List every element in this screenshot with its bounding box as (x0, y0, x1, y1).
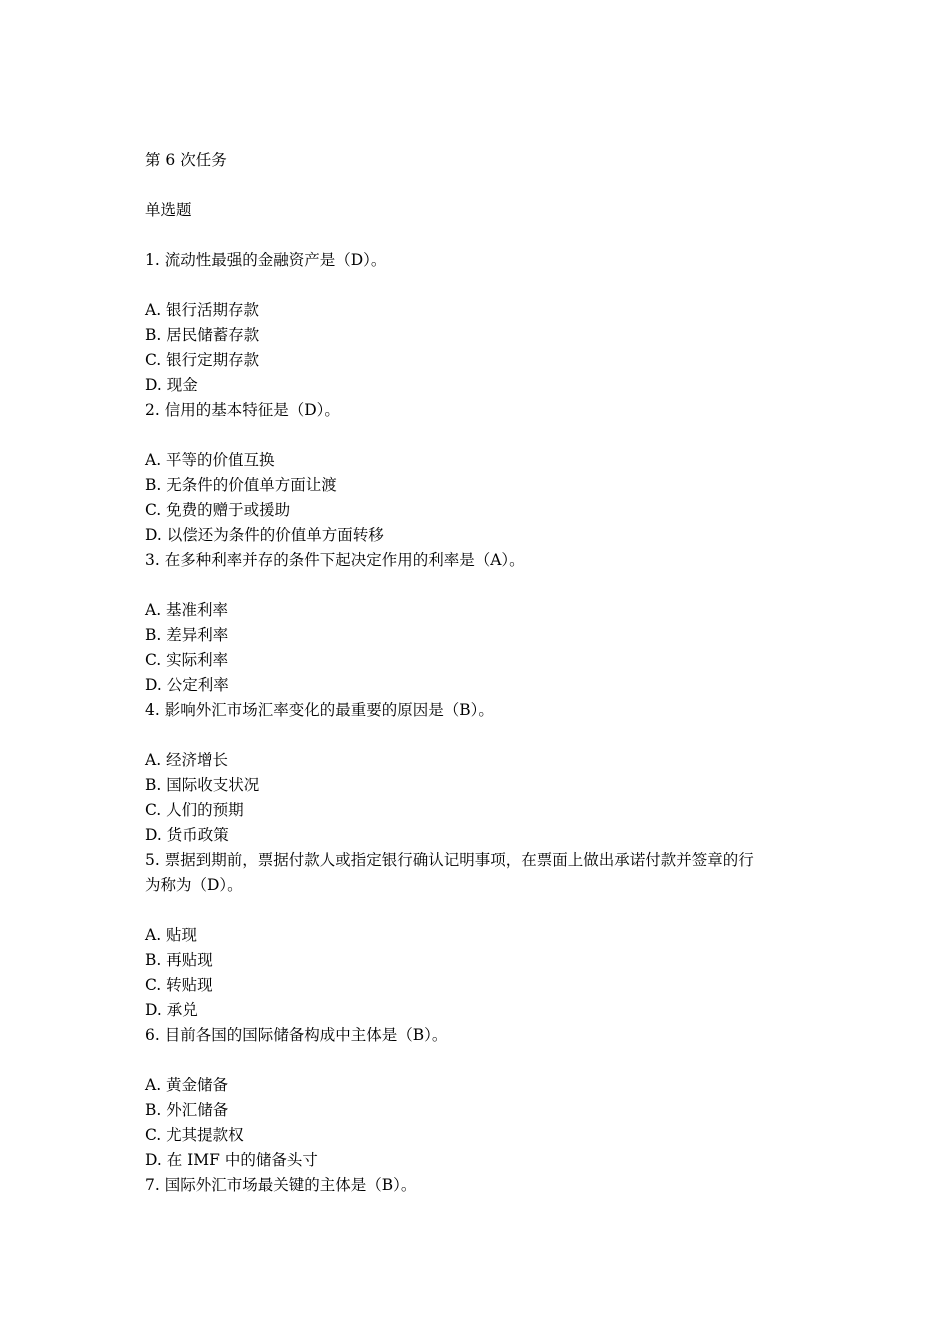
option-d: D. 以偿还为条件的价值单方面转移 (145, 526, 384, 544)
spacer (145, 223, 825, 248)
question-stem-line-1: 5. 票据到期前，票据付款人或指定银行确认记明事项，在票面上做出承诺付款并签章的行 (145, 851, 754, 869)
option-b: B. 无条件的价值单方面让渡 (145, 476, 337, 494)
option-a: A. 平等的价值互换 (145, 451, 275, 469)
spacer (145, 573, 825, 598)
question-stem: 1. 流动性最强的金融资产是（D）。 (145, 251, 387, 269)
option-b: B. 差异利率 (145, 626, 229, 644)
spacer (145, 1048, 825, 1073)
option-a: A. 银行活期存款 (145, 301, 260, 319)
question-4 (145, 698, 825, 848)
question-3 (145, 548, 825, 698)
question-stem-line-2: 为称为（D）。 (145, 876, 243, 894)
option-a: A. 黄金储备 (145, 1076, 229, 1094)
spacer (145, 173, 825, 198)
question-stem: 4. 影响外汇市场汇率变化的最重要的原因是（B）。 (145, 701, 494, 719)
option-a: A. 基准利率 (145, 601, 229, 619)
option-c: C. 免费的赠于或援助 (145, 501, 291, 519)
question-1 (145, 248, 825, 398)
option-c: C. 尤其提款权 (145, 1126, 244, 1144)
question-5 (145, 848, 825, 1023)
question-stem: 7. 国际外汇市场最关键的主体是（B）。 (145, 1176, 417, 1194)
option-c: C. 转贴现 (145, 976, 213, 994)
option-b: B. 再贴现 (145, 951, 213, 969)
option-d: D. 现金 (145, 376, 198, 394)
section-heading: 单选题 (145, 201, 192, 219)
spacer (145, 898, 825, 923)
spacer (145, 273, 825, 298)
document-title: 第 6 次任务 (145, 151, 227, 169)
spacer (145, 423, 825, 448)
option-d: D. 货币政策 (145, 826, 229, 844)
option-b: B. 居民储蓄存款 (145, 326, 260, 344)
option-b: B. 外汇储备 (145, 1101, 229, 1119)
option-d: D. 公定利率 (145, 676, 229, 694)
question-stem: 2. 信用的基本特征是（D）。 (145, 401, 340, 419)
question-6 (145, 1023, 825, 1173)
question-stem: 3. 在多种利率并存的条件下起决定作用的利率是（A）。 (145, 551, 525, 569)
option-c: C. 实际利率 (145, 651, 229, 669)
option-d: D. 承兑 (145, 1001, 198, 1019)
document-page (145, 148, 825, 1198)
option-a: A. 经济增长 (145, 751, 229, 769)
option-d: D. 在 IMF 中的储备头寸 (145, 1151, 318, 1169)
question-2 (145, 398, 825, 548)
option-b: B. 国际收支状况 (145, 776, 260, 794)
spacer (145, 723, 825, 748)
question-7 (145, 1173, 825, 1198)
option-a: A. 贴现 (145, 926, 198, 944)
option-c: C. 人们的预期 (145, 801, 244, 819)
question-stem: 6. 目前各国的国际储备构成中主体是（B）。 (145, 1026, 448, 1044)
option-c: C. 银行定期存款 (145, 351, 260, 369)
